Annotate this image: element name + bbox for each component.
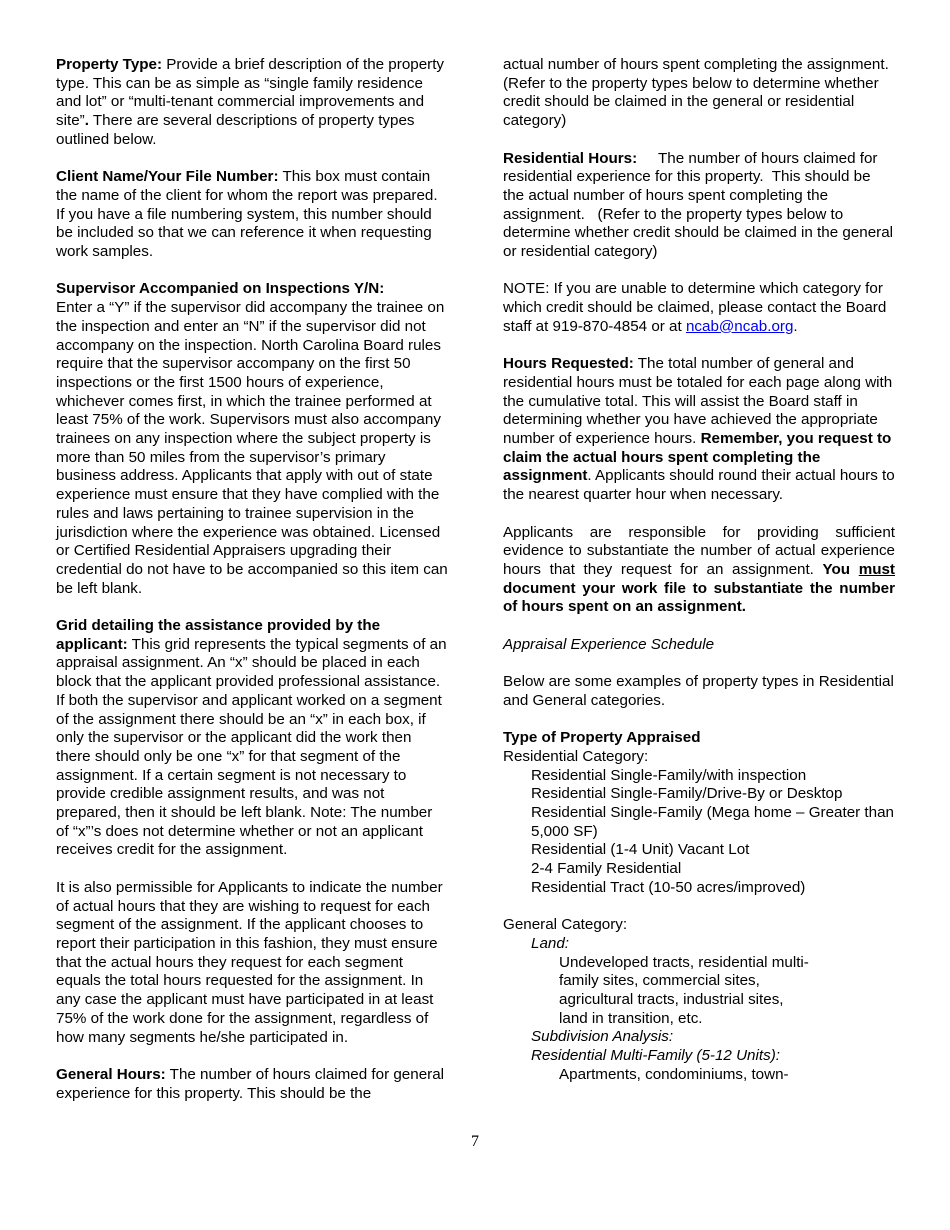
applicants-bold-underline: must [858, 560, 895, 578]
residential-item: Residential Single-Family/Drive-By or Desktop [531, 785, 843, 803]
hours-requested-bold: Remember, you request to claim the actual hours spent completing the assignment [503, 430, 892, 485]
residential-hours-heading: Residential Hours: [503, 149, 638, 167]
subdivision-label: Subdivision Analysis: [531, 1028, 674, 1046]
residential-item: Residential Single-Family (Mega home – Greater than 5,000 SF) [531, 804, 894, 840]
email-link[interactable]: ncab@ncab.org [685, 317, 794, 335]
general-hours-text: The number of hours claimed for general experience for this property. This should be the [56, 1065, 445, 1102]
applicants-section [503, 524, 895, 618]
residential-item: 2-4 Family Residential [531, 860, 682, 878]
property-type-period: . [84, 112, 89, 130]
property-type-text2: There are several descriptions of property types outlined below. [56, 112, 415, 148]
spacer [503, 898, 895, 917]
hours-requested-text: The total number of general and residential hours must be totaled for each page along with the cumulative total. This will assist the Board staff in determining whether you have achieved the appropriate number of experience hours. [503, 355, 893, 448]
general-hours-continued: actual number of hours spent completing the assignment. (Refer to the property types below to determine whether credit should be claimed in the general or residential category) [503, 56, 889, 130]
left-column [56, 56, 448, 1103]
land-label: Land: [531, 934, 570, 952]
grid-heading: Grid detailing the assistance provided by the applicant: [56, 617, 381, 653]
residential-label: Residential Category: [503, 747, 649, 765]
property-type-section [56, 56, 448, 150]
multifamily-text: Apartments, condominiums, town- [559, 1065, 789, 1083]
general-hours-section [56, 1066, 448, 1103]
grid-section [56, 617, 448, 860]
client-name-text: This box must contain the name of the client for whom the report was prepared. If you have a file numbering system, this number should be included so that we can reference it when requesting work samples. [56, 168, 438, 261]
type-heading-text: Type of Property Appraised [503, 729, 701, 747]
residential-item: Residential Single-Family/with inspection [531, 766, 807, 784]
general-label: General Category: [503, 916, 628, 934]
type-heading [503, 729, 895, 748]
supervisor-heading: Supervisor Accompanied on Inspections Y/N: [56, 280, 385, 298]
page-number: 7 [471, 1133, 479, 1150]
residential-hours-text: The number of hours claimed for residential experience for this property. This should be the actual number of hours spent completing the assignment. (Refer to the property types below to determine whether credit should be claimed in the general or residential category) [503, 149, 898, 261]
hours-requested-heading: Hours Requested: [503, 355, 634, 373]
applicants-bold2: document your work file to substantiate the number of hours spent on an assignment. [503, 579, 895, 616]
property-type-heading: Property Type: [56, 56, 163, 73]
property-type-text: Provide a brief description of the property type. This can be as simple as “single family residence and lot” or “multi-tenant commercial improvements and site” [56, 56, 445, 130]
supervisor-section [56, 280, 448, 598]
client-name-heading: Client Name/Your File Number: [56, 168, 279, 186]
permissible-paragraph: It is also permissible for Applicants to indicate the number of actual hours that they are wishing to request for each segment of the assignment. If the applicant chooses to report their participation in this fashion, they must ensure that the actual hours they request for each segment equals the total hours requested for the assignment. In any case the applicant must have participated in at least 75% of the work done for the assignment, regardless of how many segments he/she participated in. [56, 878, 443, 1046]
applicants-text: Applicants are responsible for providing sufficient evidence to substantiate the number of actual experience hours that they request for an assignment. [503, 523, 895, 578]
grid-text: This grid represents the typical segments of an appraisal assignment. An “x” should be placed in each block that the applicant provided professional assistance. If both the supervisor and applicant worked on a segment of the assignment there should be an “x” in each box, if only the supervisor or the applicant did the work then there should only be one “x” for that segment of the assignment. If a certain segment is not necessary to provide credible assignment results, and was not prepared, then it should be left blank. Note: The number of “x”’s does not determine whether or not an applicant receives credit for the assignment. [56, 635, 447, 859]
residential-item: Residential Tract (10-50 acres/improved) [531, 878, 806, 896]
residential-item: Residential (1-4 Unit) Vacant Lot [531, 841, 750, 859]
schedule-title: Appraisal Experience Schedule [503, 635, 715, 653]
general-hours-heading: General Hours: [56, 1065, 166, 1083]
client-name-section [56, 168, 448, 262]
supervisor-text: Enter a “Y” if the supervisor did accompany the trainee on the inspection and enter an “N” if the supervisor did not accompany on the inspection. North Carolina Board rules require that the supervisor accompany on the first 50 inspections or the first 1500 hours of experience, whichever comes first, in which the trainee performed at least 75% of the work. Supervisors must also accompany trainees on any inspection where the subject property is more than 50 miles from the supervisor’s primary business address. Applicants that apply with out of state experience must ensure that they have complied with the rules and laws pertaining to trainee supervision in the jurisdiction where the experience was obtained. Licensed or Certified Residential Appraisers upgrading their credential do not have to be accompanied so this item can be left blank. [56, 299, 448, 597]
right-column [503, 56, 898, 1085]
examples-paragraph: Below are some examples of property types in Residential and General categories. [503, 673, 894, 709]
hours-requested-section [503, 355, 895, 505]
applicants-bold1: You [822, 560, 859, 578]
note-text: NOTE: If you are unable to determine which category for which credit should be claimed, please contact the Board staff at 919-870-4854 or at [503, 280, 887, 335]
land-text: Undeveloped tracts, residential multi-family sites, commercial sites, agricultural tracts, industrial sites, land in transition, etc. [559, 953, 809, 1027]
residential-hours-section [503, 149, 898, 262]
note-section [503, 280, 895, 336]
multifamily-label: Residential Multi-Family (5-12 Units): [531, 1047, 780, 1065]
hours-requested-text2: . Applicants should round their actual hours to the nearest quarter hour when necessary. [503, 467, 895, 504]
note-end: . [793, 317, 798, 335]
